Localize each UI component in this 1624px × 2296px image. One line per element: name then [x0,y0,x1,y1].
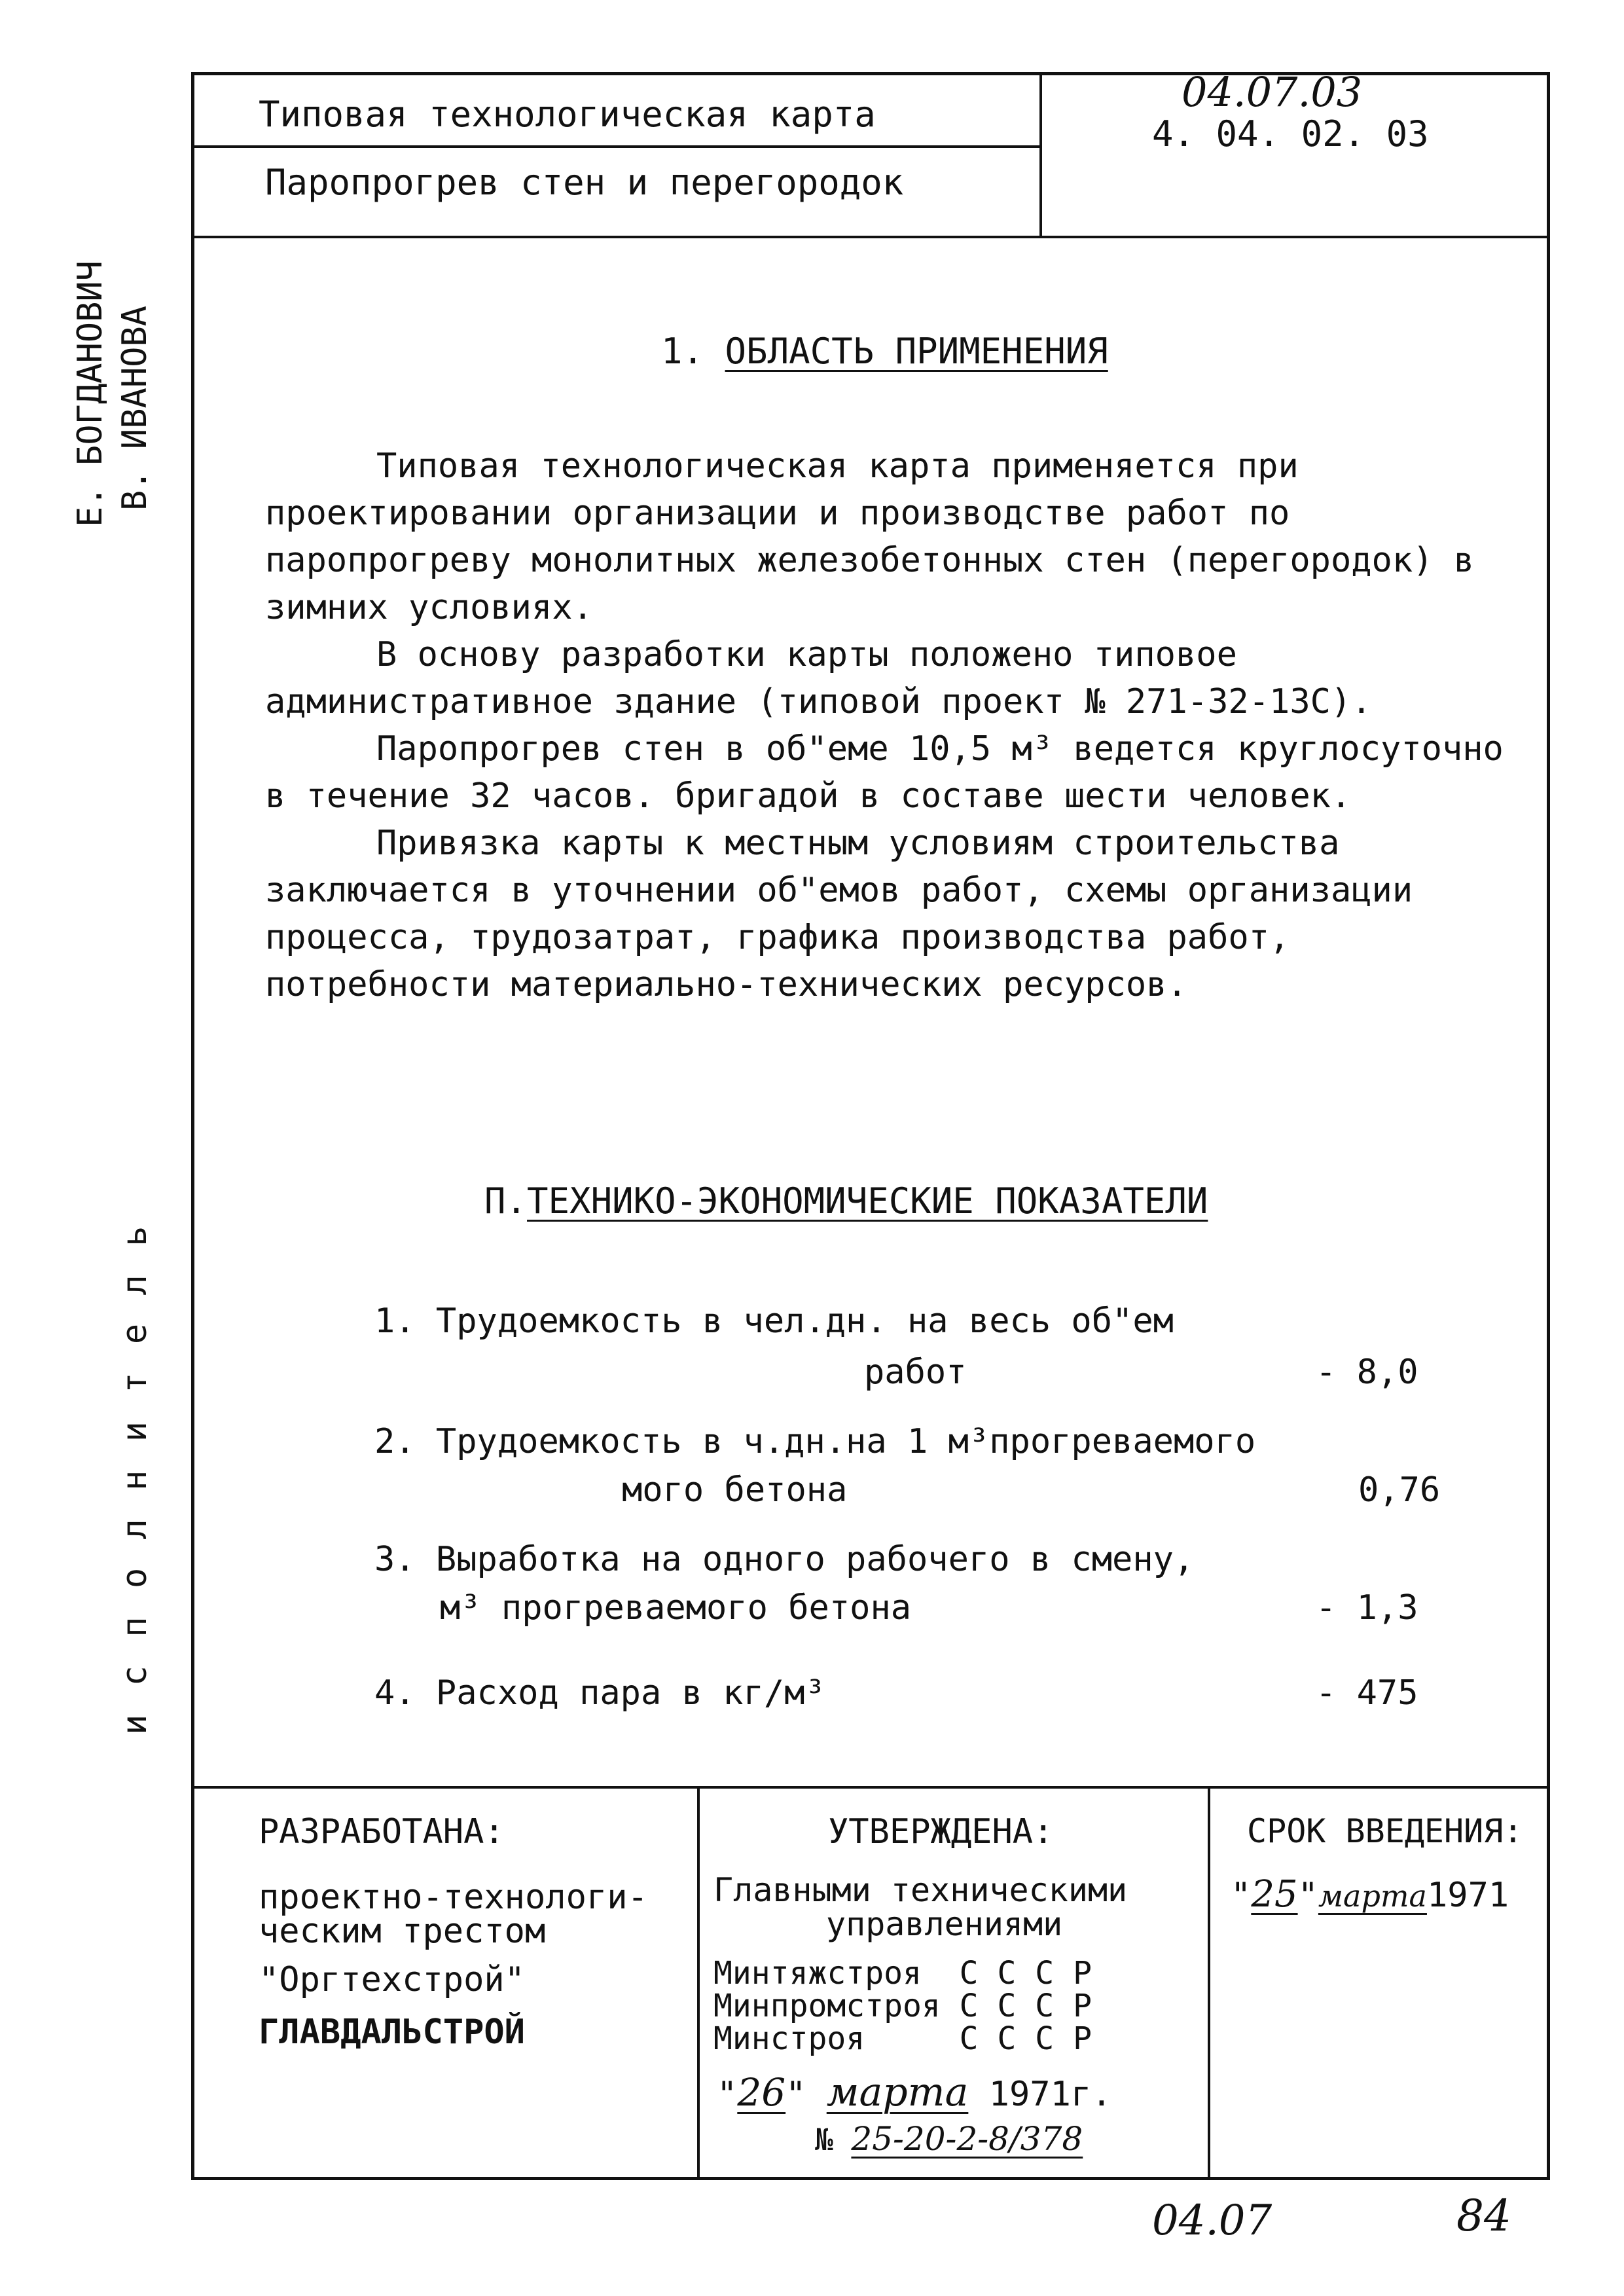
approved-date-year: 1971г. [988,2075,1112,2114]
indicator-2-value: 0,76 [1358,1470,1441,1510]
approved-line5: Минстроя С С С Р [713,2020,1092,2057]
approved-date-month: марта [826,2069,969,2115]
header-divider-vertical [1039,72,1042,237]
sidebar-margin-line [191,655,193,903]
developed-line1: проектно-технологи- [259,1878,648,1917]
developed-line4: ГЛАВДАЛЬСТРОЙ [259,2013,525,2052]
section2-heading [484,1180,1208,1222]
indicator-1-line1: 1. Трудоемкость в чел.дн. на весь об"ем [374,1302,1174,1341]
header-divider-middle [191,145,1041,148]
section1-body [265,443,1532,1008]
section1-title: ОБЛАСТЬ ПРИМЕНЕНИЯ [725,331,1108,372]
section1-number: 1. [661,331,704,372]
section1-paragraph-2: В основу разработки карты положено типовое административное здание (типовой проект № 271-32-13С). [265,635,1372,721]
indicator-2-line1: 2. Трудоемкость в ч.дн.на 1 м³прогреваемого [374,1422,1256,1461]
indicator-3-line2: м³ прогреваемого бетона [440,1588,912,1628]
approved-date: "26" марта 1971г. [717,2069,1112,2115]
approved-line4: Минпромстроя С С С Р [713,1988,1092,2024]
doc-title-line1: Типовая технологическая карта [259,94,876,135]
indicator-1-value: - 8,0 [1316,1353,1418,1392]
approved-line3: Минтяжстроя С С С Р [713,1955,1092,1992]
approved-number-value: 25-20-2-8/378 [851,2120,1083,2158]
developed-line2: ческим трестом [259,1912,546,1951]
indicator-2-line2: мого бетона [622,1470,848,1510]
doc-code-handwritten: 04.07.03 [1182,68,1363,116]
indicator-4-line1: 4. Расход пара в кг/м³ [374,1673,825,1713]
doc-code: 4. 04. 02. 03 [1152,113,1429,155]
indicator-1-line2: работ [864,1353,967,1392]
page-footer-code: 04.07 [1152,2196,1272,2245]
section1-paragraph-1: Типовая технологическая карта применяется при проектировании организации и производстве работ по паропрогреву монолитных железобетонных стен (перегородок) в зимних условиях. [265,446,1475,627]
developed-label: РАЗРАБОТАНА: [259,1812,505,1851]
indicator-3-value: - 1,3 [1316,1588,1418,1628]
section1-paragraph-4: Привязка карты к местным условиям строительства заключается в уточнении об"емов работ, схемы организации процесса, трудозатрат, графика производства работ, потребности материально-технических ресурсов. [265,824,1413,1004]
section1-heading [661,331,1108,372]
footer-divider-1 [697,1786,700,2179]
section2-number: П. [484,1180,528,1222]
indicator-3-line1: 3. Выработка на одного рабочего в смену, [374,1540,1195,1579]
approved-line2: управлениями [826,1905,1063,1943]
indicator-4-value: - 475 [1316,1673,1418,1713]
approved-date-day: 26 [737,2070,786,2115]
developed-line3: "Оргтехстрой" [259,1960,525,1999]
approved-line1: Главными техническими [713,1871,1128,1909]
effective-date-year: 1971 [1426,1876,1509,1915]
page-frame [191,68,1550,2180]
section2-title: ТЕХНИКО-ЭКОНОМИЧЕСКИЕ ПОКАЗАТЕЛИ [527,1180,1208,1222]
approved-number-prefix: № [815,2122,833,2157]
executor-label: и с п о л н и т е л ь [115,1222,154,1735]
author-name-2: В. ИВАНОВА [115,305,154,511]
doc-title-line2: Паропрогрев стен и перегородок [265,162,904,203]
footer-top-line [191,1786,1550,1789]
approved-label: УТВЕРЖДЕНА: [828,1812,1054,1851]
footer-divider-2 [1208,1786,1210,2179]
effective-date: "25"марта1971 [1231,1873,1509,1916]
section1-paragraph-3: Паропрогрев стен в об"еме 10,5 м³ ведется круглосуточно в течение 32 часов. бригадой в составе шести человек. [265,729,1504,816]
effective-date-month: марта [1318,1878,1427,1914]
header-bottom-line [191,236,1550,238]
approved-number [815,2120,1083,2158]
effective-date-day: 25 [1251,1873,1298,1916]
page-number: 84 [1456,2191,1511,2241]
author-name-1: Е. БОГДАНОВИЧ [71,261,110,527]
effective-label: СРОК ВВЕДЕНИЯ: [1247,1812,1523,1850]
